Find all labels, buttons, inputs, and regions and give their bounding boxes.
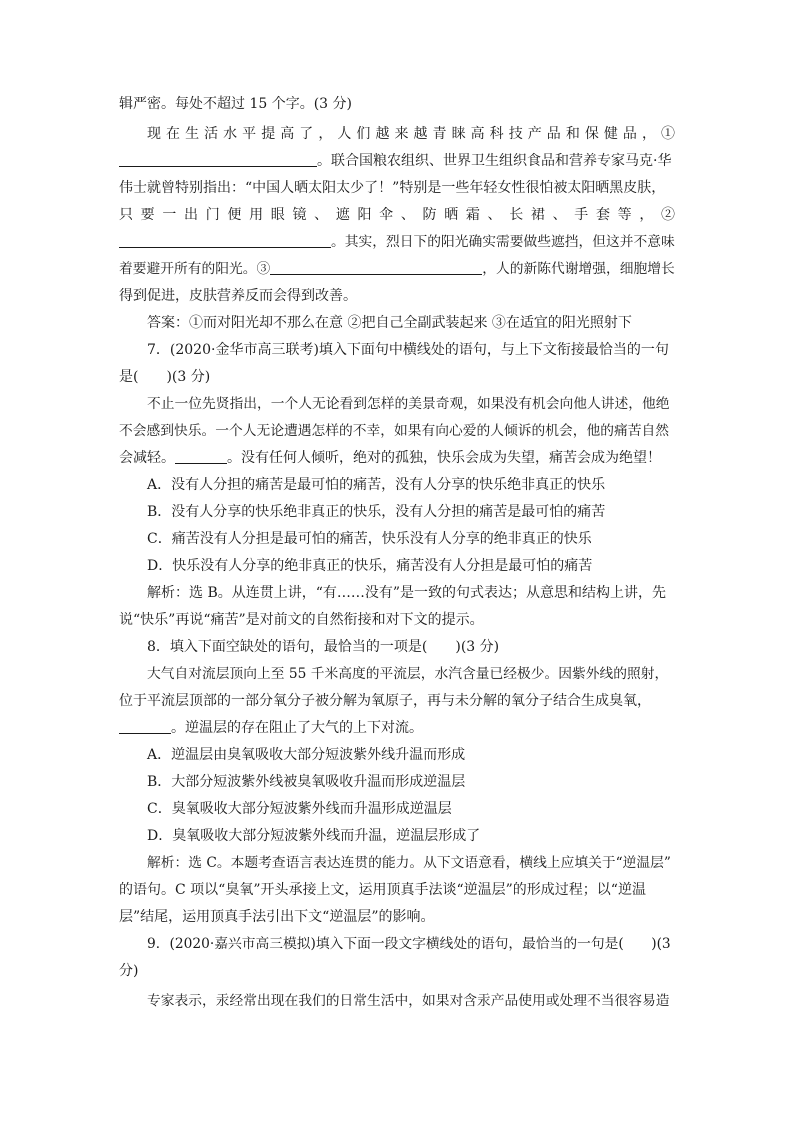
option-a bbox=[147, 475, 675, 495]
text-span: D．臭氧吸收大部分短波紫外线而升温，逆温层形成了 bbox=[147, 828, 481, 844]
text-span: 答案：①而对阳光却不那么在意 ②把自己全副武装起来 ③在适宜的阳光照射下 bbox=[147, 315, 632, 331]
text-span: 分) bbox=[119, 963, 139, 979]
text-span: 的语句。C 项以“臭氧”开头承接上文，运用顶真手法谈“逆温层”的形成过程；以“逆温 bbox=[119, 882, 646, 898]
text-span: 解析：选 B。从连贯上讲，“有……没有”是一致的句式表达；从意思和结构上讲，先 bbox=[147, 585, 667, 601]
text-line bbox=[119, 961, 675, 981]
text-span: 8．填入下面空缺处的语句，最恰当的一项是( )(3 分) bbox=[147, 639, 500, 655]
text-line bbox=[119, 691, 675, 711]
text-line bbox=[147, 124, 675, 144]
text-span: 只要一出门便用眼镜、遮阳伞、防晒霜、长裙、手套等，② bbox=[119, 207, 675, 223]
text-span: 。逆温层的存在阻止了大气的上下对流。 bbox=[171, 720, 423, 736]
text-span: 是( )(3 分) bbox=[119, 369, 211, 385]
text-span: D．快乐没有人分享的绝非真正的快乐，痛苦没有人分担是最可怕的痛苦 bbox=[147, 558, 593, 574]
text-line bbox=[119, 286, 675, 306]
text-line bbox=[119, 178, 675, 198]
text-span: 。其实，烈日下的阳光确实需要做些遮挡，但这并不意味 bbox=[331, 234, 675, 250]
text-span: 不止一位先贤指出，一个人无论看到怎样的美景奇观，如果没有机会向他人讲述，他绝 bbox=[147, 396, 670, 412]
answer-line bbox=[147, 313, 675, 333]
question-8-heading bbox=[147, 637, 675, 657]
answer-blank bbox=[119, 719, 171, 734]
option-b bbox=[147, 772, 675, 792]
text-line bbox=[119, 151, 675, 171]
analysis-line bbox=[147, 583, 675, 603]
option-d bbox=[147, 826, 675, 846]
text-span: 现在生活水平提高了，人们越来越青睐高科技产品和保健品，① bbox=[147, 126, 675, 142]
option-b bbox=[147, 502, 675, 522]
text-span: C．痛苦没有人分担是最可怕的痛苦，快乐没有人分享的绝非真正的快乐 bbox=[147, 531, 592, 547]
text-span: 不会感到快乐。一个人无论遭遇怎样的不幸，如果有向心爱的人倾诉的机会，他的痛苦自然 bbox=[119, 423, 670, 439]
text-span: 位于平流层顶部的一部分氧分子被分解为氧原子，再与未分解的氧分子结合生成臭氧， bbox=[119, 693, 651, 709]
text-span: 辑严密。每处不超过 15 个字。(3 分) bbox=[119, 96, 352, 112]
text-line bbox=[119, 448, 675, 468]
text-span: 说“快乐”再说“痛苦”是对前文的自然衔接和对下文的提示。 bbox=[119, 612, 484, 628]
text-span: 7．(2020·金华市高三联考)填入下面句中横线处的语句，与上下文衔接最恰当的一句 bbox=[147, 342, 669, 358]
answer-blank bbox=[119, 233, 331, 248]
text-line bbox=[119, 259, 675, 279]
text-line bbox=[119, 205, 675, 225]
answer-blank bbox=[119, 152, 317, 167]
option-c bbox=[147, 799, 675, 819]
text-span: 层”结尾，运用顶真手法引出下文“逆温层”的影响。 bbox=[119, 909, 435, 925]
text-span: 得到促进，皮肤营养反而会得到改善。 bbox=[119, 288, 357, 304]
text-span: 解析：选 C。本题考查语言表达连贯的能力。从下文语意看，横线上应填关于“逆温层” bbox=[147, 855, 671, 871]
text-span: 专家表示，汞经常出现在我们的日常生活中，如果对含汞产品使用或处理不当很容易造 bbox=[147, 993, 670, 1009]
text-line bbox=[147, 394, 675, 414]
text-span: 着要避开所有的阳光。③ bbox=[119, 261, 271, 277]
text-span: A．逆温层由臭氧吸收大部分短波紫外线升温而形成 bbox=[147, 747, 466, 763]
text-span: 。联合国粮农组织、世界卫生组织食品和营养专家马克·华 bbox=[317, 153, 672, 169]
text-line bbox=[119, 94, 675, 114]
analysis-line bbox=[147, 853, 675, 873]
text-span: 大气自对流层顶向上至 55 千米高度的平流层，水汽含量已经极少。因紫外线的照射， bbox=[147, 666, 669, 682]
option-c bbox=[147, 529, 675, 549]
text-line bbox=[119, 718, 675, 738]
text-line bbox=[119, 367, 675, 387]
text-line bbox=[119, 421, 675, 441]
option-d bbox=[147, 556, 675, 576]
text-span: 伟士就曾特别指出：“中国人晒太阳太少了！”特别是一些年轻女性很怕被太阳晒黑皮肤， bbox=[119, 180, 666, 196]
text-span: B．大部分短波紫外线被臭氧吸收升温而形成逆温层 bbox=[147, 774, 466, 790]
text-span: 9．(2020·嘉兴市高三模拟)填入下面一段文字横线处的语句，最恰当的一句是( )(3 bbox=[147, 936, 671, 952]
text-line bbox=[119, 232, 675, 252]
text-span: B．没有人分享的快乐绝非真正的快乐，没有人分担的痛苦是最可怕的痛苦 bbox=[147, 504, 606, 520]
option-a bbox=[147, 745, 675, 765]
question-7-heading bbox=[147, 340, 675, 360]
text-span: 。没有任何人倾听，绝对的孤独，快乐会成为失望，痛苦会成为绝望！ bbox=[227, 450, 661, 466]
text-line bbox=[119, 907, 675, 927]
question-9-heading bbox=[147, 934, 675, 954]
answer-blank bbox=[175, 449, 227, 464]
answer-blank bbox=[270, 260, 482, 275]
text-line bbox=[119, 880, 675, 900]
text-span: 会减轻。 bbox=[119, 450, 175, 466]
text-span: A．没有人分担的痛苦是最可怕的痛苦，没有人分享的快乐绝非真正的快乐 bbox=[147, 477, 606, 493]
text-line bbox=[147, 991, 675, 1011]
text-span: ，人的新陈代谢增强，细胞增长 bbox=[482, 261, 675, 277]
text-span: C．臭氧吸收大部分短波紫外线而升温形成逆温层 bbox=[147, 801, 452, 817]
text-line bbox=[147, 664, 675, 684]
text-line bbox=[119, 610, 675, 630]
